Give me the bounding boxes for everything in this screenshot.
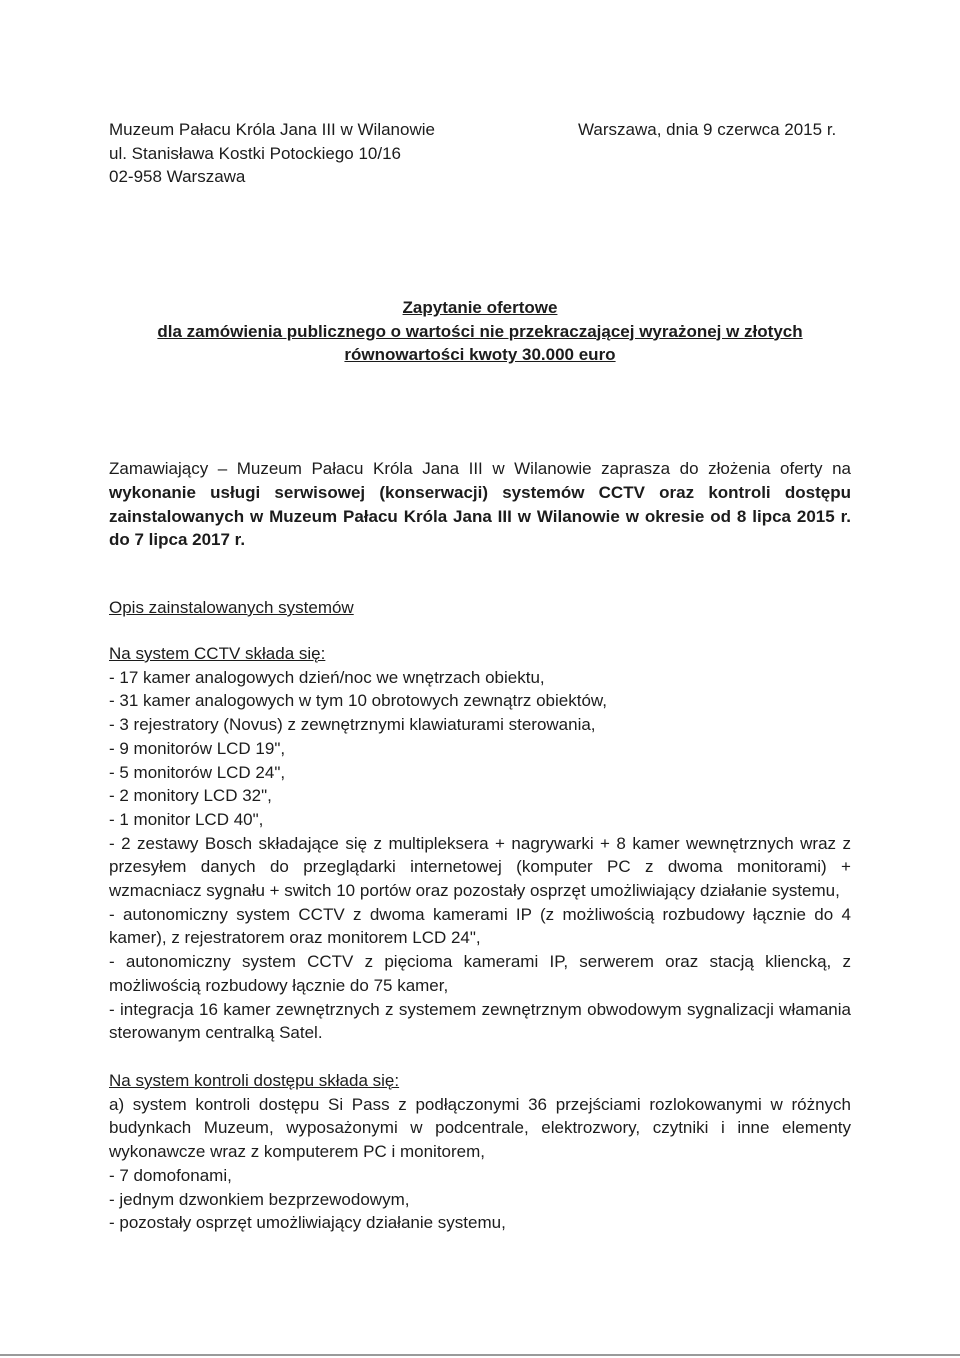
list-item: - autonomiczny system CCTV z dwoma kamerami IP (z możliwością rozbudowy łącznie do 4 kamer), z rejestratorem oraz monitorem LCD 24", [109,904,851,948]
access-heading: Na system kontroli dostępu składa się: [109,1071,400,1090]
list-item: - 5 monitorów LCD 24", [109,762,286,782]
list-item: a) system kontroli dostępu Si Pass z podłączonymi 36 przejściami rozlokowanymi w różnych budynkach Muzeum, wyposażonymi w podcentrale, elektrozwory, czytniki i inne elementy wykonawcze wraz z komputerem PC i monitorem, [109,1094,851,1162]
intro-bold-text: wykonanie usługi serwisowej (konserwacji) systemów CCTV oraz kontroli dostępu zainstalowanych w Muzeum Pałacu Króla Jana III w Wilanowie w okresie od 8 lipca 2015 r. do 7 lipca 2017 r. [109,482,851,550]
intro-paragraph [109,457,851,552]
title-line-1: Zapytanie ofertowe [402,298,558,317]
title-line-2: dla zamówienia publicznego o wartości nie przekraczającej wyrażonej w złotych [157,321,803,341]
list-item: - 1 monitor LCD 40", [109,809,264,829]
document-title [109,296,851,367]
page-bottom-edge [0,1354,960,1356]
sender-street: ul. Stanisława Kostki Potockiego 10/16 [109,143,402,163]
list-item: - 2 zestawy Bosch składające się z multipleksera + nagrywarki + 8 kamer wewnętrznych wraz z przesyłem danych do przeglądarki internetowej (komputer PC z dwoma monitorami) + wzmacniacz sygnału + switch 10 portów oraz pozostały osprzęt umożliwiający działanie systemu, [109,833,851,901]
list-item: - 31 kamer analogowych w tym 10 obrotowych zewnątrz obiektów, [109,691,607,711]
section-title: Opis zainstalowanych systemów [109,598,354,617]
list-item: - 2 monitory LCD 32", [109,786,272,806]
cctv-heading: Na system CCTV składa się: [109,644,326,663]
intro-text: Zamawiający – Muzeum Pałacu Króla Jana III w Wilanowie zaprasza do złożenia oferty na [109,459,851,478]
document-date: Warszawa, dnia 9 czerwca 2015 r. [578,120,837,139]
title-line-3: równowartości kwoty 30.000 euro [344,345,616,364]
cctv-section [109,642,851,1045]
sender-city: 02-958 Warszawa [109,167,246,186]
access-control-section [109,1069,851,1235]
list-item: - autonomiczny system CCTV z pięcioma kamerami IP, serwerem oraz stacją kliencką, z możliwością rozbudowy łącznie do 75 kamer, [109,952,851,995]
list-item: - pozostały osprzęt umożliwiający działanie systemu, [109,1213,506,1233]
list-item: - integracja 16 kamer zewnętrznych z systemem zewnętrznym obwodowym sygnalizacji włamania sterowanym centralką Satel. [109,999,851,1043]
list-item: - 7 domofonami, [109,1165,232,1185]
list-item: - 9 monitorów LCD 19", [109,738,286,758]
list-item: - 3 rejestratory (Novus) z zewnętrznymi klawiaturami sterowania, [109,715,596,735]
list-item: - jednym dzwonkiem bezprzewodowym, [109,1189,410,1209]
sender-name: Muzeum Pałacu Króla Jana III w Wilanowie [109,120,435,139]
sender-address [109,118,435,189]
list-item: - 17 kamer analogowych dzień/noc we wnętrzach obiektu, [109,667,545,687]
